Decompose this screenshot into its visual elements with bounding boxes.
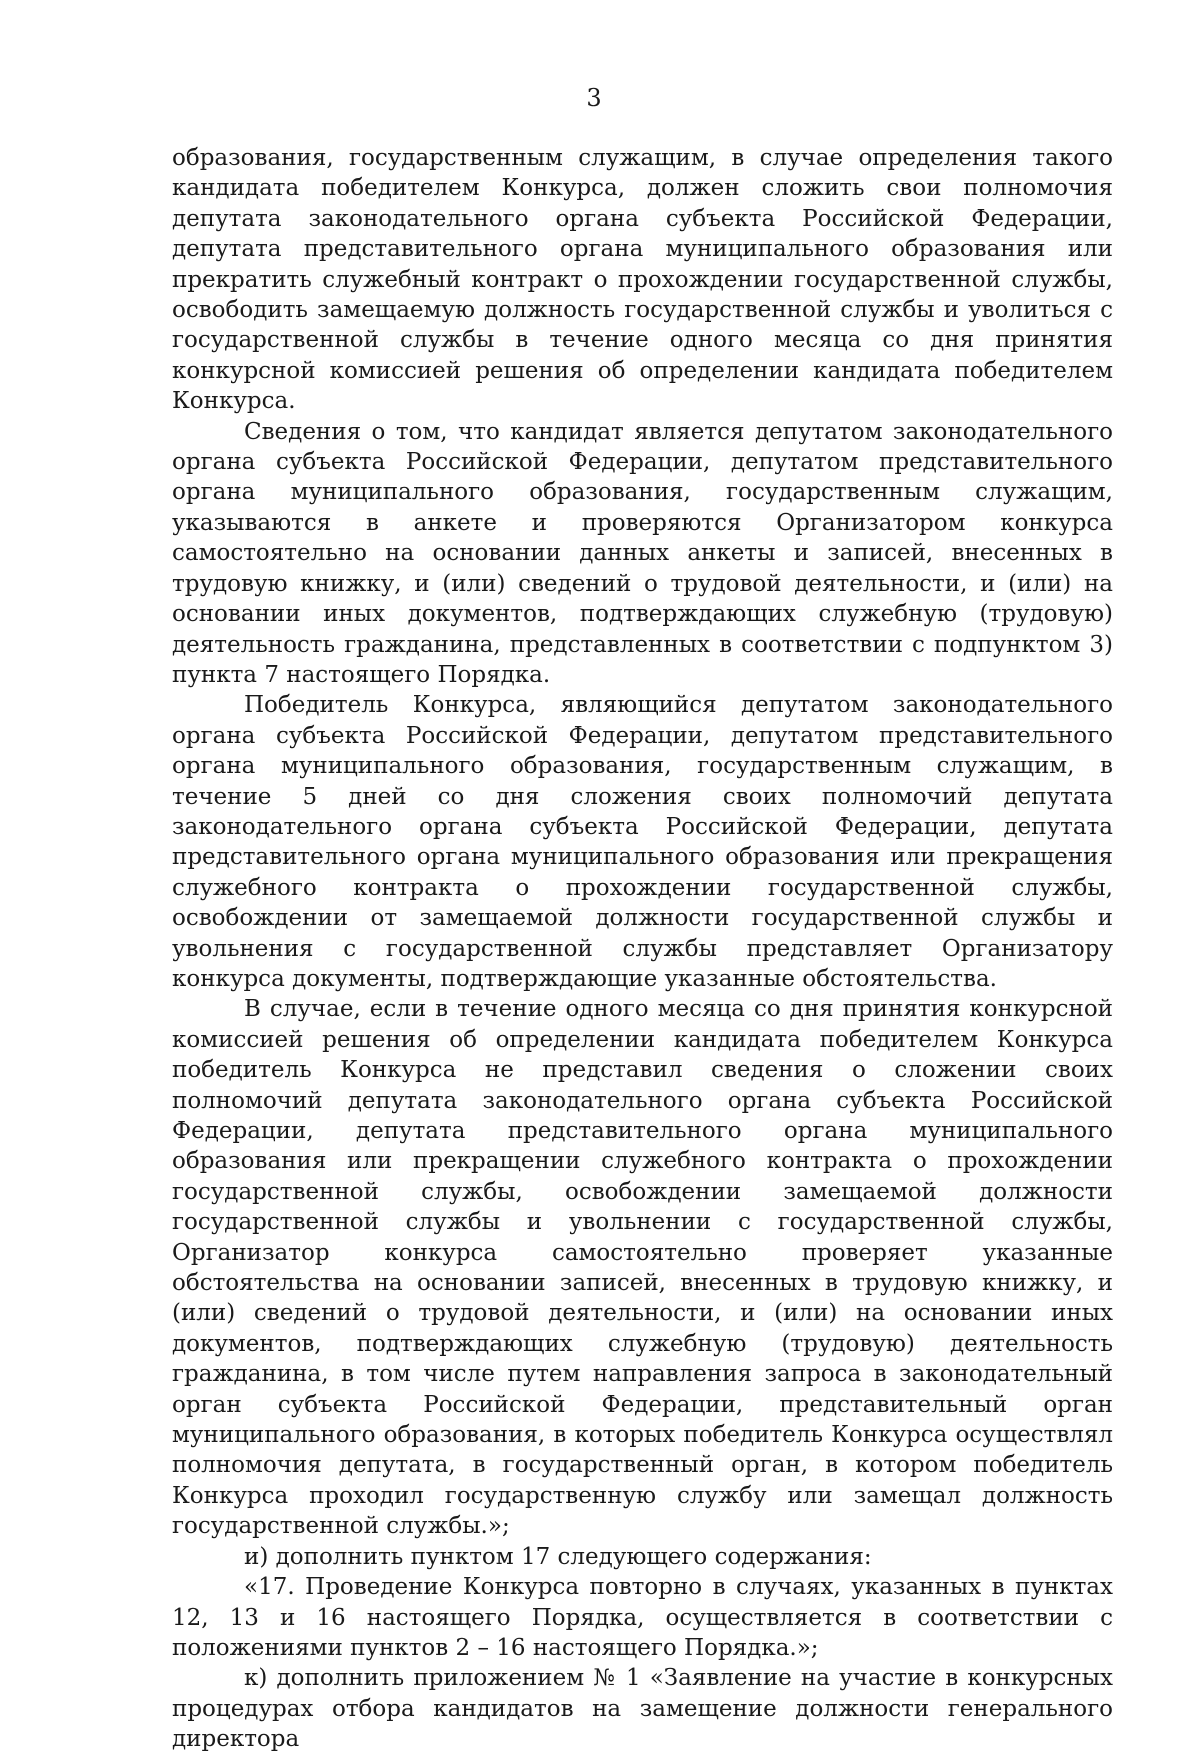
paragraph-item-17: «17. Проведение Конкурса повторно в случаях, указанных в пунктах 12, 13 и 16 настоящего Порядка, осуществляется в соответствии с положениями пунктов 2 – 16 настоящего Порядка.»; <box>172 1574 1113 1661</box>
paragraph-amendment-i: и) дополнить пунктом 17 следующего содержания: <box>244 1543 872 1570</box>
document-body <box>172 143 1113 1755</box>
paragraph-amendment-k: к) дополнить приложением № 1 «Заявление на участие в конкурсных процедурах отбора кандидатов на замещение должности генерального директора <box>172 1665 1113 1753</box>
page-number: 3 <box>586 84 602 112</box>
paragraph-continuation: образования, государственным служащим, в случае определения такого кандидата победителем Конкурса, должен сложить свои полномочия депутата законодательного органа субъекта Российской Федерации, депутата представительного органа муниципального образования или прекратить служебный контракт о прохождении государственной службы, освободить замещаемую должность государственной службы и уволиться с государственной службы в течение одного месяца со дня принятия конкурсной комиссией решения об определении кандидата победителем Конкурса. <box>172 145 1113 415</box>
paragraph-organizer-verification: В случае, если в течение одного месяца со дня принятия конкурсной комиссией решения об определении кандидата победителем Конкурса победитель Конкурса не представил сведения о сложении своих полномочий депутата законодательного органа субъекта Российской Федерации, депутата представительного органа муниципального образования или прекращении служебного контракта о прохождении государственной службы, освобождении замещаемой должности государственной службы и увольнении с государственной службы, Организатор конкурса самостоятельно проверяет указанные обстоятельства на основании записей, внесенных в трудовую книжку, и (или) сведений о трудовой деятельности, и (или) на основании иных документов, подтверждающих служебную (трудовую) деятельность гражданина, в том числе путем направления запроса в законодательный орган субъекта Российской Федерации, представительный орган муниципального образования, в которых победитель Конкурса осуществлял полномочия депутата, в государственный орган, в котором победитель Конкурса проходил государственную службу или замещал должность государственной службы.»; <box>172 996 1113 1540</box>
paragraph-candidate-info: Сведения о том, что кандидат является депутатом законодательного органа субъекта Российской Федерации, депутатом представительного органа муниципального образования, государственным служащим, указываются в анкете и проверяются Организатором конкурса самостоятельно на основании данных анкеты и записей, внесенных в трудовую книжку, и (или) сведений о трудовой деятельности, и (или) на основании иных документов, подтверждающих служебную (трудовую) деятельность гражданина, представленных в соответствии с подпунктом 3) пункта 7 настоящего Порядка. <box>172 418 1113 688</box>
paragraph-winner-documents: Победитель Конкурса, являющийся депутатом законодательного органа субъекта Российской Федерации, депутатом представительного органа муниципального образования, государственным служащим, в течение 5 дней со дня сложения своих полномочий депутата законодательного органа субъекта Российской Федерации, депутата представительного органа муниципального образования или прекращения служебного контракта о прохождении государственной службы, освобождении от замещаемой должности государственной службы и увольнения с государственной службы представляет Организатору конкурса документы, подтверждающие указанные обстоятельства. <box>172 692 1113 992</box>
